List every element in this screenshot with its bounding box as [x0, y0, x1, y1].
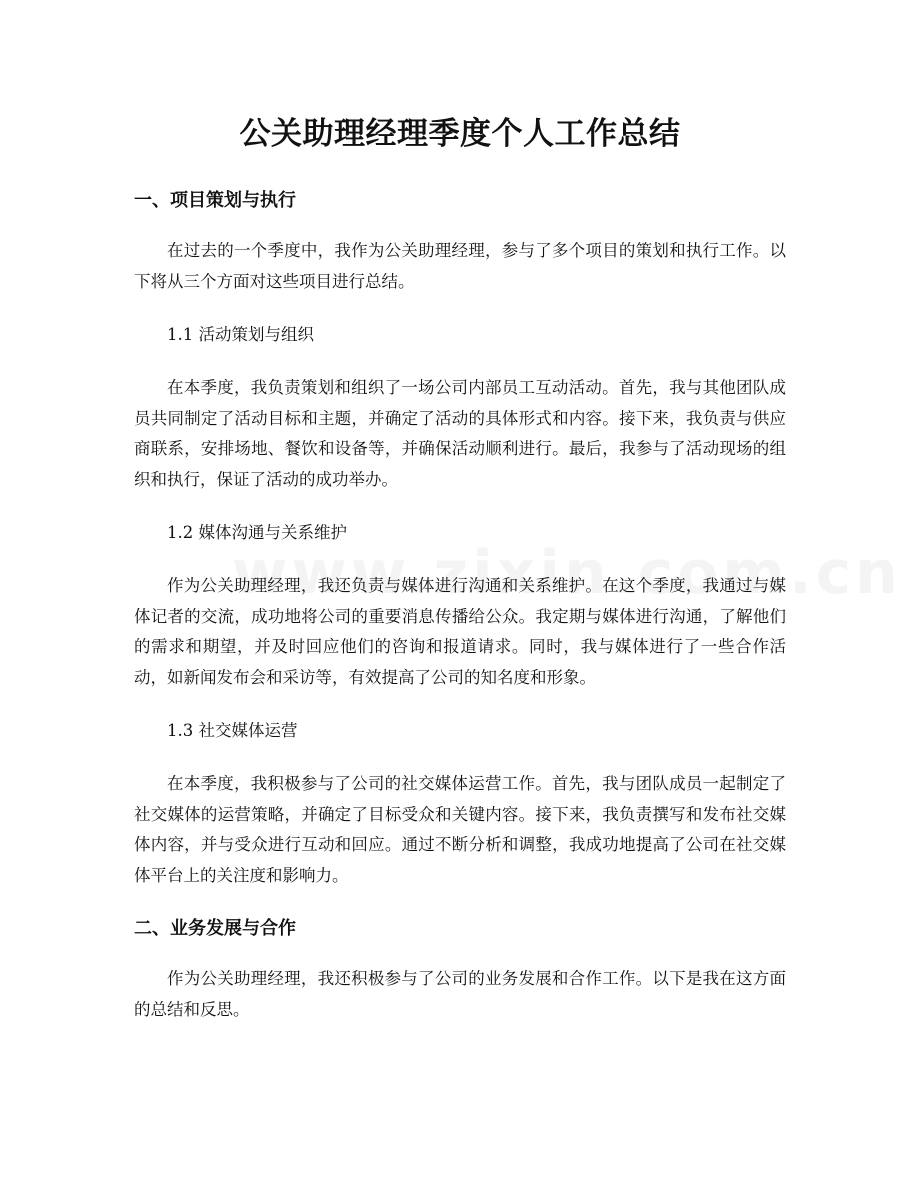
section-2-intro: 作为公关助理经理，我还积极参与了公司的业务发展和合作工作。以下是我在这方面的总结和反思。	[134, 969, 786, 1019]
section-heading-1: 一、项目策划与执行	[134, 190, 296, 211]
subsection-heading-1-3: 1.3 社交媒体运营	[167, 721, 298, 740]
section-1-intro: 在过去的一个季度中，我作为公关助理经理，参与了多个项目的策划和执行工作。以下将从三个方面对这些项目进行总结。	[134, 241, 786, 291]
subsection-heading-1-2: 1.2 媒体沟通与关系维护	[167, 523, 347, 542]
section-heading-2: 二、业务发展与合作	[134, 918, 296, 939]
document-title: 公关助理经理季度个人工作总结	[239, 116, 681, 152]
subsection-1-3-body: 在本季度，我积极参与了公司的社交媒体运营工作。首先，我与团队成员一起制定了社交媒体的运营策略，并确定了目标受众和关键内容。接下来，我负责撰写和发布社交媒体内容，并与受众进行互动和回应。通过不断分析和调整，我成功地提高了公司在社交媒体平台上的关注度和影响力。	[134, 774, 786, 885]
subsection-1-2-body: 作为公关助理经理，我还负责与媒体进行沟通和关系维护。在这个季度，我通过与媒体记者的交流，成功地将公司的重要消息传播给公众。我定期与媒体进行沟通，了解他们的需求和期望，并及时回应他们的咨询和报道请求。同时，我与媒体进行了一些合作活动，如新闻发布会和采访等，有效提高了公司的知名度和形象。	[134, 576, 786, 687]
subsection-heading-1-1: 1.1 活动策划与组织	[167, 325, 314, 344]
document-body	[134, 186, 786, 1025]
subsection-1-1-body: 在本季度，我负责策划和组织了一场公司内部员工互动活动。首先，我与其他团队成员共同制定了活动目标和主题，并确定了活动的具体形式和内容。接下来，我负责与供应商联系，安排场地、餐饮和设备等，并确保活动顺利进行。最后，我参与了活动现场的组织和执行，保证了活动的成功举办。	[134, 378, 786, 489]
